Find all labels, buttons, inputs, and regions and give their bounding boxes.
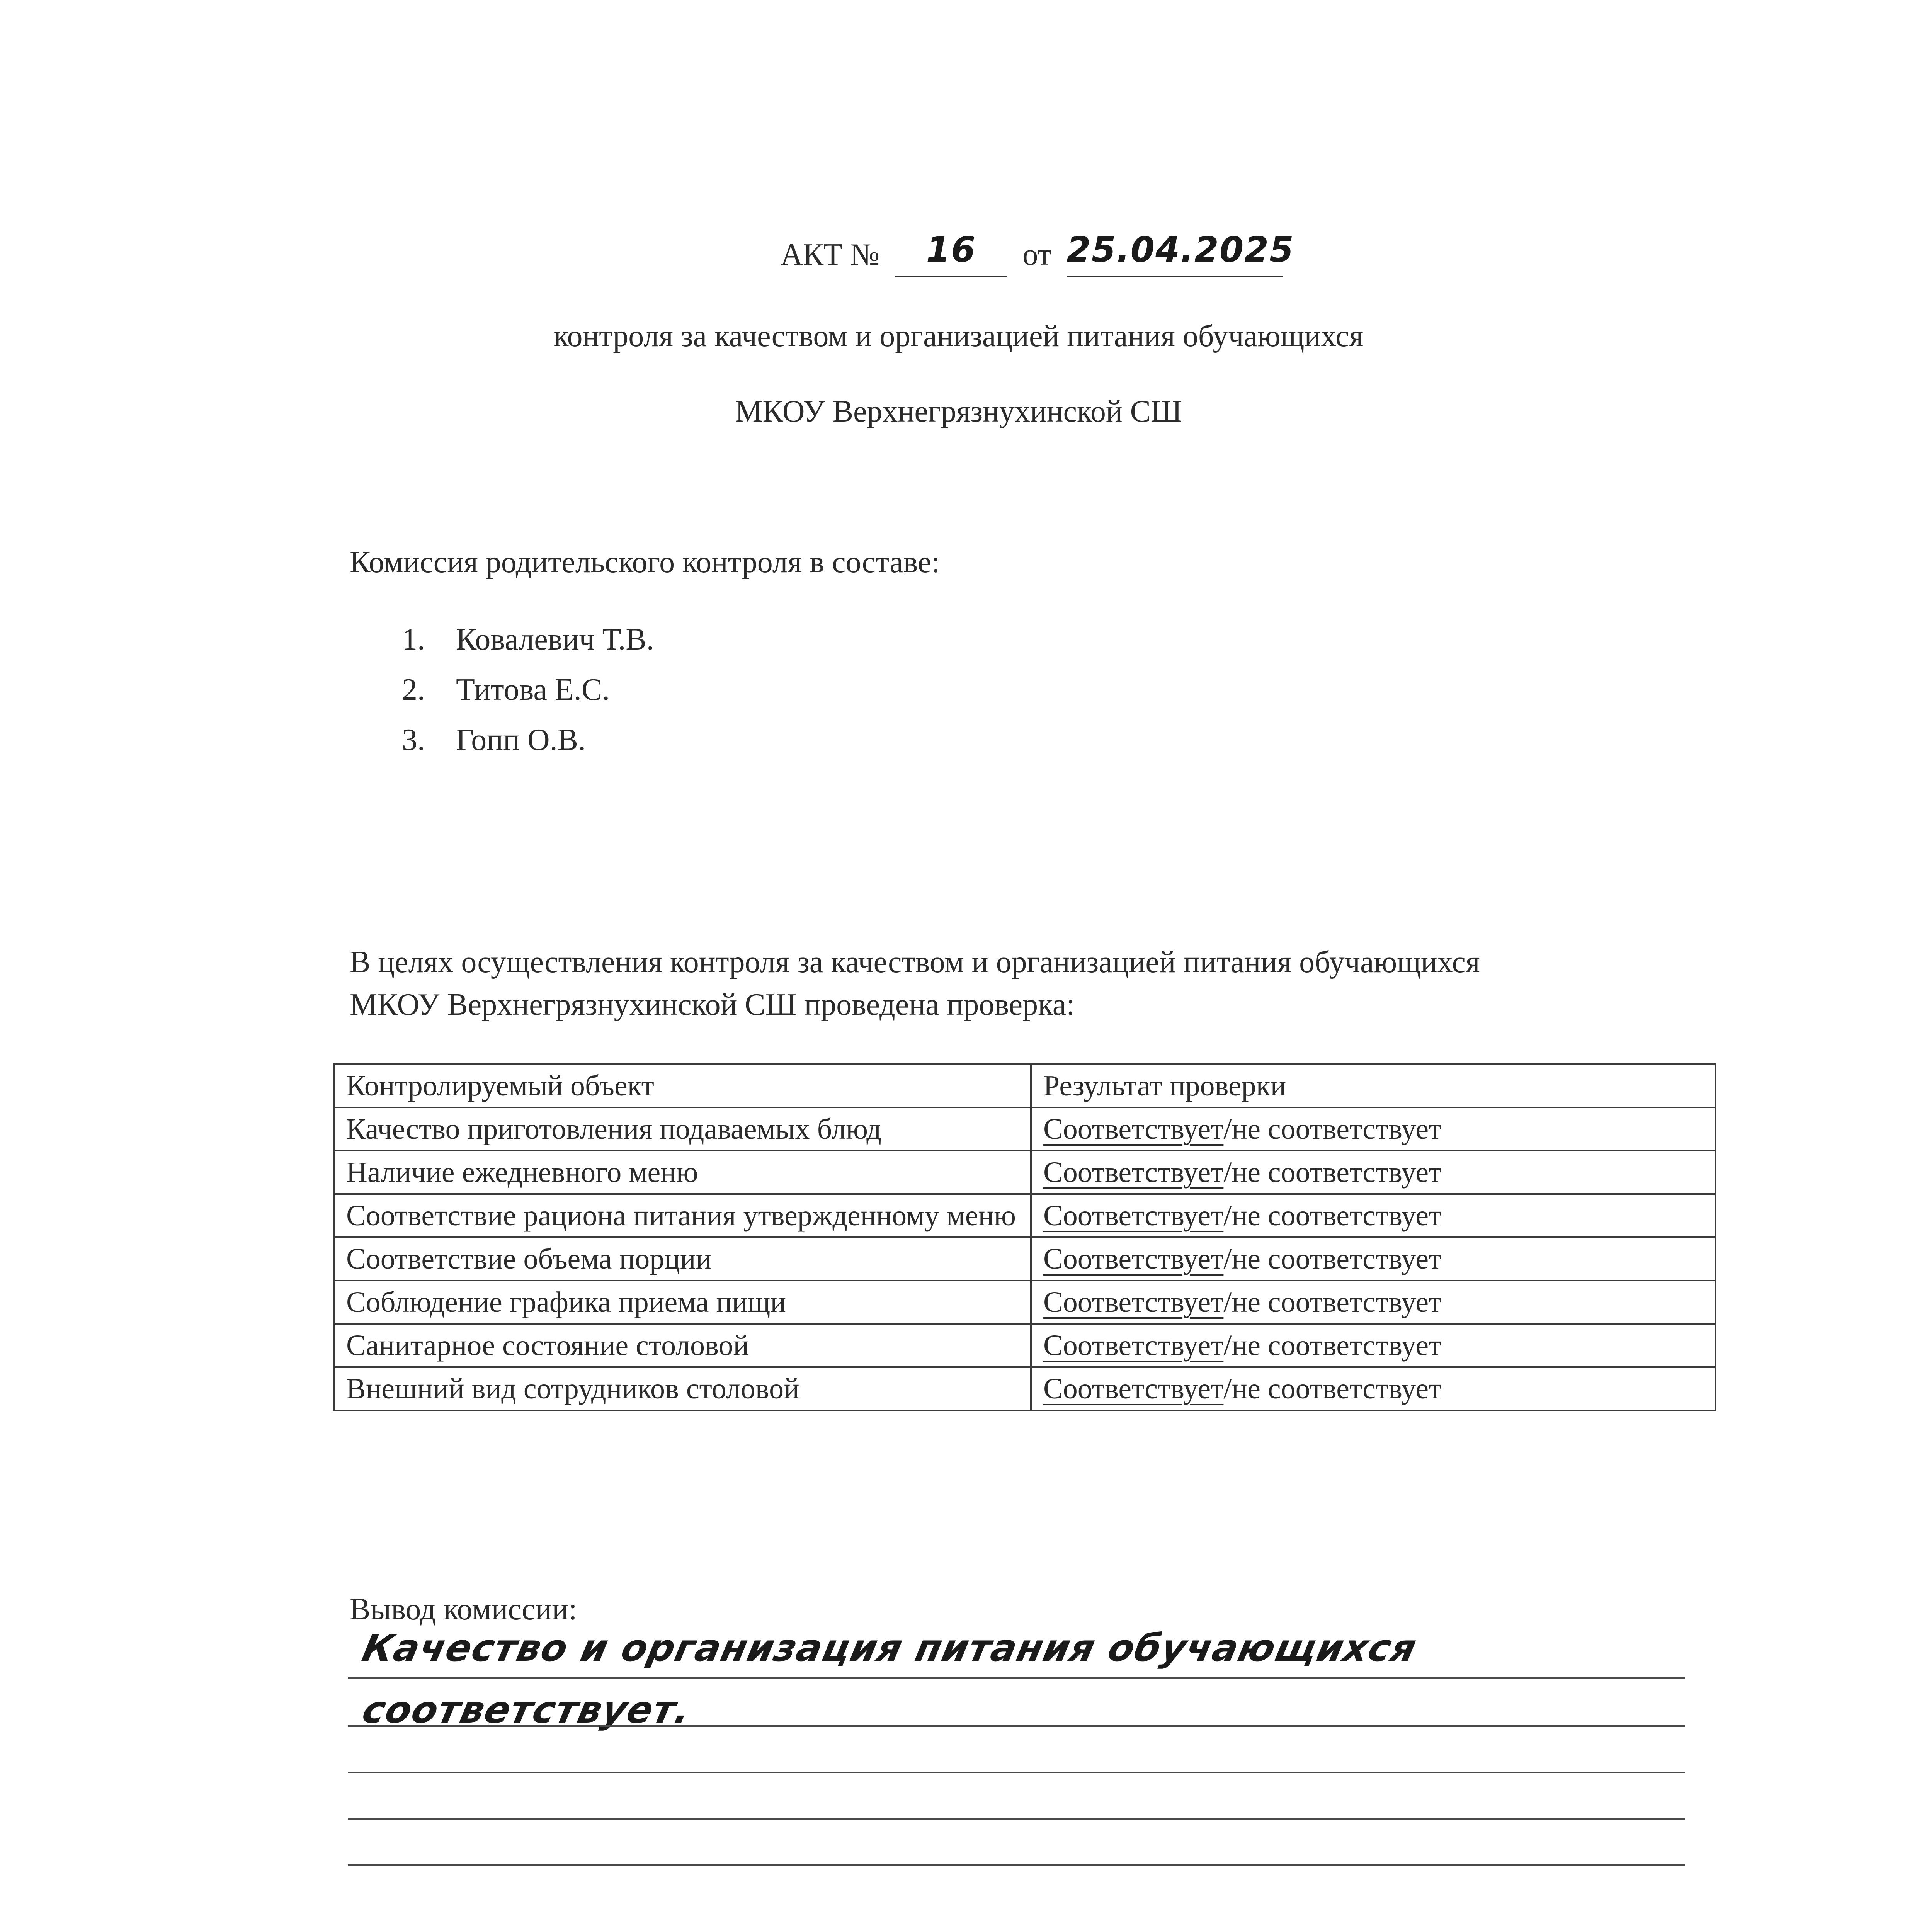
result-selected: Соответствует	[1043, 1329, 1224, 1362]
result-cell: Соответствует/не соответствует	[1031, 1367, 1716, 1410]
commission-intro: Комиссия родительского контроля в составе:	[350, 545, 940, 579]
result-other: не соответствует	[1232, 1286, 1442, 1318]
table-row	[334, 1281, 1716, 1324]
result-other: не соответствует	[1232, 1329, 1442, 1362]
conclusion-text-line-1: Качество и организация питания обучающихся	[359, 1626, 1421, 1670]
result-cell: Соответствует/не соответствует	[1031, 1324, 1716, 1367]
member-name: Гопп О.В.	[456, 723, 586, 757]
result-cell: Соответствует/не соответствует	[1031, 1151, 1716, 1194]
conclusion-rule	[348, 1864, 1685, 1866]
purpose-line-1: В целях осуществления контроля за качеством и организацией питания обучающихся	[350, 945, 1480, 979]
act-date-field	[1067, 230, 1294, 277]
member-name: Ковалевич Т.В.	[456, 622, 654, 656]
subtitle-line-1: контроля за качеством и организацией питания обучающихся	[553, 319, 1364, 353]
conclusion-text-line-2: соответствует.	[359, 1688, 695, 1731]
list-item: 2. Титова Е.С.	[402, 673, 610, 707]
date-prefix: от	[1022, 238, 1051, 272]
object-cell: Внешний вид сотрудников столовой	[334, 1367, 1031, 1410]
result-other: не соответствует	[1232, 1156, 1442, 1189]
result-selected: Соответствует	[1043, 1199, 1224, 1232]
purpose-line-2: МКОУ Верхнегрязнухинской СШ проведена проверка:	[350, 988, 1075, 1022]
object-cell: Наличие ежедневного меню	[334, 1151, 1031, 1194]
header-result: Результат проверки	[1031, 1064, 1716, 1107]
table-row	[334, 1324, 1716, 1367]
result-selected: Соответствует	[1043, 1372, 1224, 1405]
act-title	[781, 230, 1294, 277]
object-cell: Соответствие рациона питания утвержденному меню	[334, 1194, 1031, 1237]
act-date: 25.04.2025	[1067, 230, 1294, 270]
conclusion-rule	[348, 1818, 1685, 1820]
table-row	[334, 1151, 1716, 1194]
table-row	[334, 1367, 1716, 1410]
result-other: не соответствует	[1232, 1243, 1442, 1275]
table-row	[334, 1237, 1716, 1281]
list-item: 3. Гопп О.В.	[402, 723, 586, 757]
result-other: не соответствует	[1232, 1199, 1442, 1232]
conclusion-label: Вывод комиссии:	[350, 1592, 577, 1626]
header-object: Контролируемый объект	[334, 1064, 1031, 1107]
table-row	[334, 1107, 1716, 1151]
object-cell: Санитарное состояние столовой	[334, 1324, 1031, 1367]
result-selected: Соответствует	[1043, 1286, 1224, 1318]
member-name: Титова Е.С.	[456, 673, 610, 707]
result-cell: Соответствует/не соответствует	[1031, 1194, 1716, 1237]
conclusion-rule	[348, 1772, 1685, 1773]
object-cell: Качество приготовления подаваемых блюд	[334, 1107, 1031, 1151]
inspection-table	[333, 1063, 1716, 1411]
result-cell: Соответствует/не соответствует	[1031, 1237, 1716, 1281]
table-header-row	[334, 1064, 1716, 1107]
act-number-field	[895, 232, 1007, 277]
act-prefix: АКТ №	[781, 238, 880, 272]
result-cell: Соответствует/не соответствует	[1031, 1281, 1716, 1324]
object-cell: Соответствие объема порции	[334, 1237, 1031, 1281]
object-cell: Соблюдение графика приема пищи	[334, 1281, 1031, 1324]
subtitle-line-2: МКОУ Верхнегрязнухинской СШ	[735, 395, 1182, 429]
members-list	[402, 614, 654, 765]
result-selected: Соответствует	[1043, 1243, 1224, 1275]
result-other: не соответствует	[1232, 1113, 1442, 1145]
list-item: 1. Ковалевич Т.В.	[402, 622, 654, 656]
result-cell: Соответствует/не соответствует	[1031, 1107, 1716, 1151]
result-other: не соответствует	[1232, 1372, 1442, 1405]
act-number: 16	[926, 230, 976, 270]
table-row	[334, 1194, 1716, 1237]
result-selected: Соответствует	[1043, 1113, 1224, 1145]
conclusion-rule	[348, 1725, 1685, 1727]
conclusion-rule	[348, 1677, 1685, 1679]
result-selected: Соответствует	[1043, 1156, 1224, 1189]
